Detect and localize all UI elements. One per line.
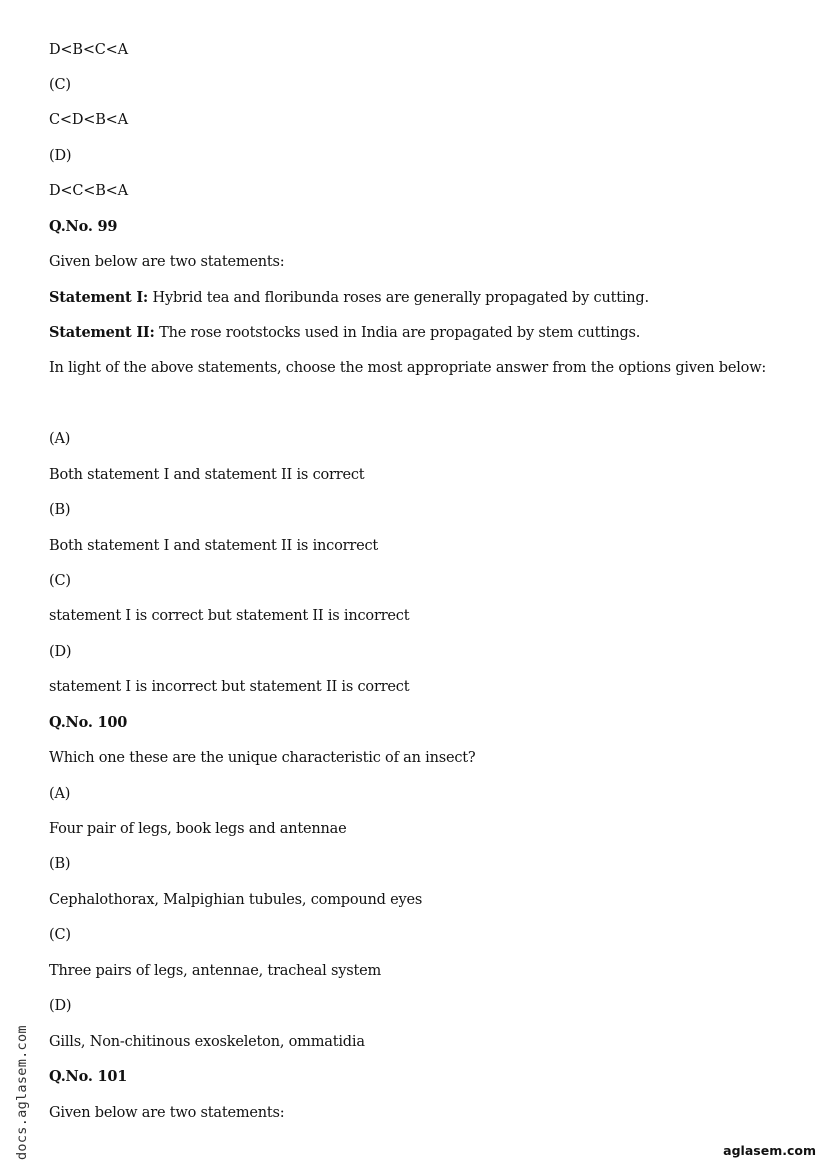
- q99-statement-2: [49, 324, 640, 342]
- question-number-99: Q.No. 99: [49, 218, 118, 235]
- q100-option-d-text: Gills, Non-chitinous exoskeleton, ommatidia: [49, 1034, 365, 1050]
- prev-option-c-label: (C): [49, 77, 71, 93]
- statement-1-label: Statement I:: [49, 289, 149, 306]
- q100-option-c-text: Three pairs of legs, antennae, tracheal system: [49, 963, 382, 979]
- q99-option-c-label: (C): [49, 573, 71, 589]
- q99-statement-1: [49, 289, 649, 307]
- brand-footer: aglasem.com: [723, 1143, 816, 1158]
- prev-option-d-text: D<C<B<A: [49, 183, 128, 199]
- q99-option-d-label: (D): [49, 644, 72, 660]
- question-number-101: Q.No. 101: [49, 1068, 128, 1085]
- statement-1-text: Hybrid tea and floribunda roses are generally propagated by cutting.: [152, 290, 649, 306]
- side-watermark: docs.aglasem.com: [14, 1025, 30, 1160]
- q99-option-a-label: (A): [49, 431, 71, 447]
- q101-intro: Given below are two statements:: [49, 1105, 285, 1121]
- q100-option-c-label: (C): [49, 927, 71, 943]
- statement-2-text: The rose rootstocks used in India are propagated by stem cuttings.: [159, 325, 641, 341]
- q100-option-a-text: Four pair of legs, book legs and antennae: [49, 821, 347, 837]
- q99-intro: Given below are two statements:: [49, 254, 285, 270]
- q100-question: Which one these are the unique characteristic of an insect?: [49, 750, 476, 766]
- question-number-100: Q.No. 100: [49, 714, 128, 731]
- q100-option-d-label: (D): [49, 998, 72, 1014]
- q99-option-a-text: Both statement I and statement II is correct: [49, 467, 365, 483]
- prev-option-b-text: D<B<C<A: [49, 42, 128, 58]
- q99-option-b-label: (B): [49, 502, 71, 518]
- q99-instruction: In light of the above statements, choose the most appropriate answer from the options given below:: [49, 360, 767, 376]
- q100-option-b-label: (B): [49, 856, 71, 872]
- prev-option-c-text: C<D<B<A: [49, 112, 128, 128]
- q99-option-c-text: statement I is correct but statement II is incorrect: [49, 608, 410, 624]
- prev-option-d-label: (D): [49, 148, 72, 164]
- q99-option-b-text: Both statement I and statement II is incorrect: [49, 538, 378, 554]
- q100-option-b-text: Cephalothorax, Malpighian tubules, compound eyes: [49, 892, 423, 908]
- q100-option-a-label: (A): [49, 786, 71, 802]
- statement-2-label: Statement II:: [49, 324, 155, 341]
- q99-option-d-text: statement I is incorrect but statement II is correct: [49, 679, 410, 695]
